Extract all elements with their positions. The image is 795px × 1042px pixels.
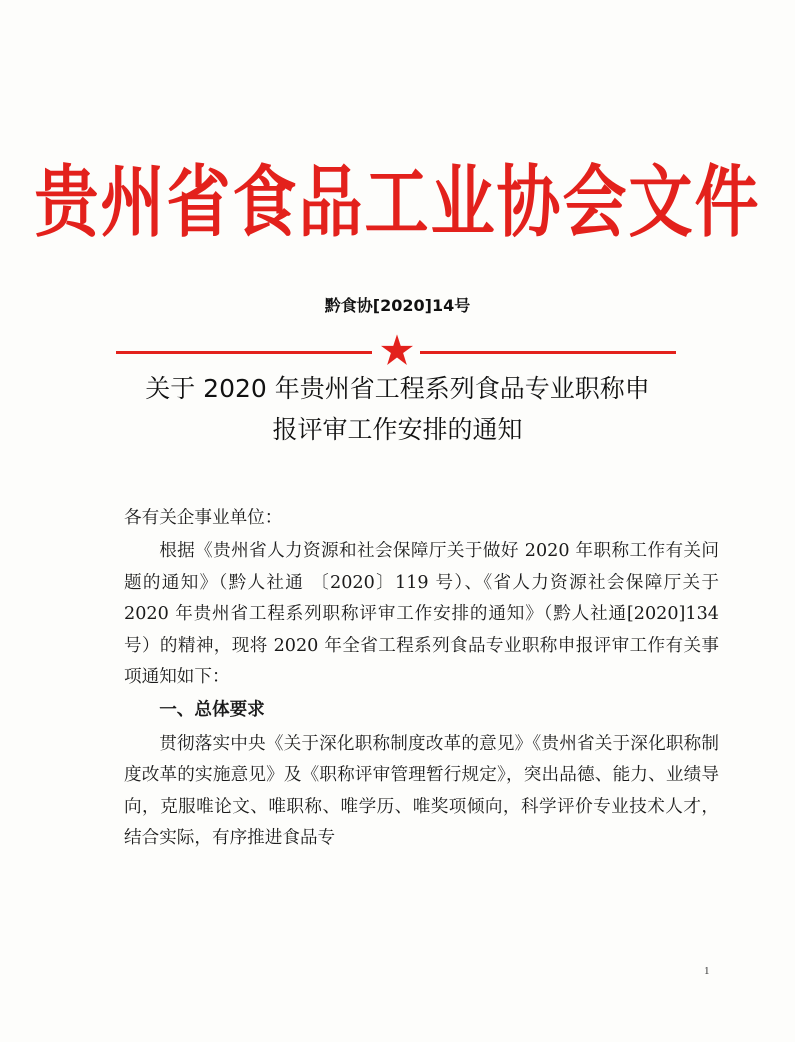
red-star-icon [380,333,414,367]
section-heading: 一、总体要求 [159,700,265,721]
salutation: 各有关企事业单位： [124,508,283,528]
page-number: 1 [704,965,710,977]
document-body [124,503,719,854]
divider-line-left [116,351,372,354]
divider-line-right [420,351,676,354]
masthead-title: 贵州省食品工业协会文件 [34,157,761,249]
title-line-1: 关于 2020 年贵州省工程系列食品专业职称申 [145,374,650,403]
document-number: 黔食协[2020]14号 [324,296,471,315]
paragraph-requirements: 贯彻落实中央《关于深化职称制度改革的意见》《贵州省关于深化职称制度改革的实施意见》及《职称评审管理暂行规定》，突出品德、能力、业绩导向，克服唯论文、唯职称、唯学历、唯奖项倾向，科学评价专业技术人才，结合实际，有序推进食品专 [124,733,719,849]
paragraph-intro: 根据《贵州省人力资源和社会保障厅关于做好 2020 年职称工作有关问题的通知》（黔人社通 〔2020〕119 号）、《省人力资源社会保障厅关于 2020 年贵州省工程系列职称评审工作安排的通知》（黔人社通[2020]134 号）的精神，现将 2020 年全省工程系列食品专业职称申报评审工作有关事项通知如下： [124,541,719,688]
title-line-2: 报评审工作安排的通知 [272,415,523,444]
notice-title [100,368,695,450]
